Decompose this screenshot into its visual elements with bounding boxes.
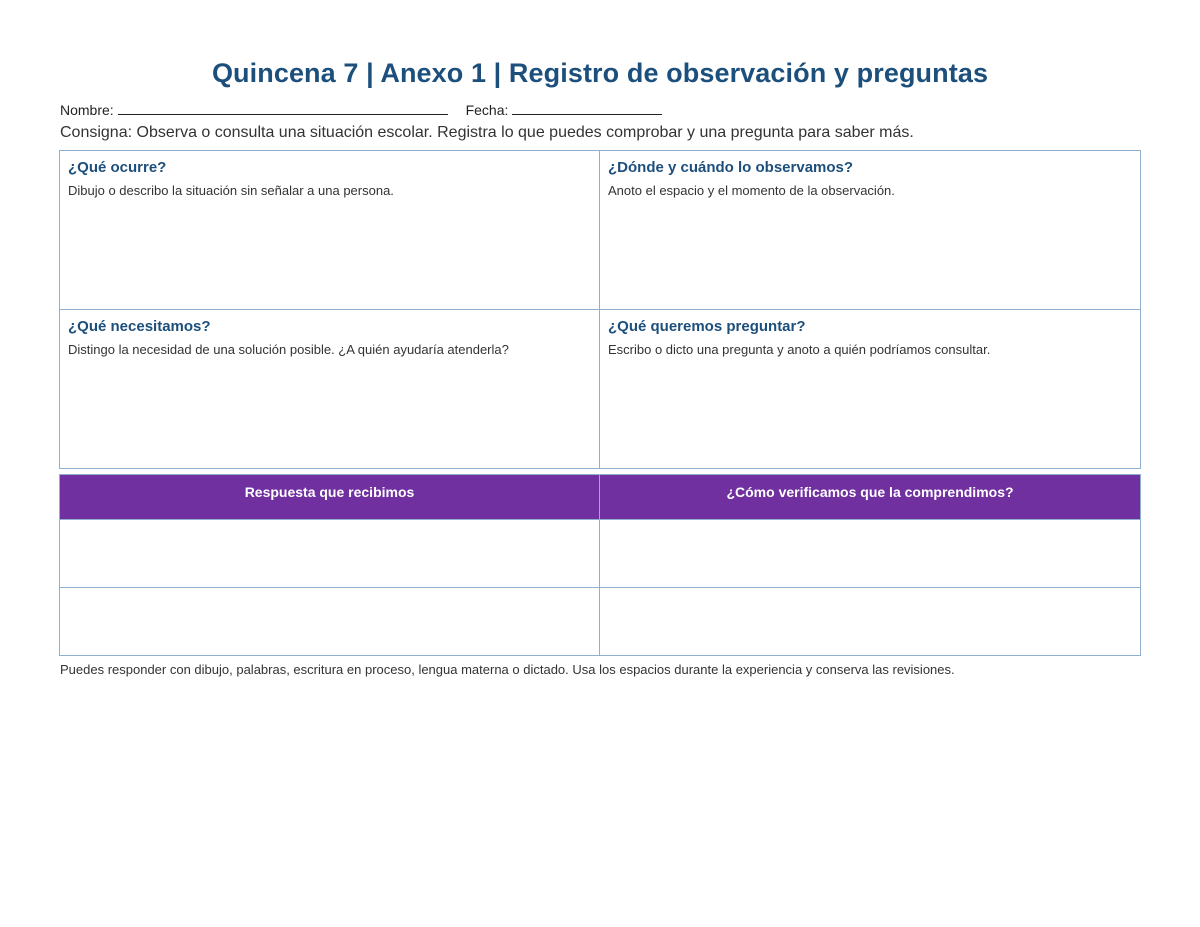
header-fields bbox=[60, 100, 662, 118]
date-field[interactable] bbox=[512, 100, 662, 115]
box-what-we-need[interactable] bbox=[60, 310, 600, 469]
observation-grid bbox=[59, 150, 1141, 469]
table-header-verification: ¿Cómo verificamos que la comprendimos? bbox=[600, 475, 1140, 520]
table-cell[interactable] bbox=[600, 520, 1140, 588]
footer-note: Puedes responder con dibujo, palabras, escritura en proceso, lengua materna o dictado. Usa los espacios durante la experiencia y conserva las revisiones. bbox=[60, 662, 955, 677]
table-cell[interactable] bbox=[600, 588, 1140, 656]
box-title: ¿Dónde y cuándo lo observamos? bbox=[608, 159, 854, 176]
box-what-to-ask[interactable] bbox=[600, 310, 1140, 469]
date-label: Fecha: bbox=[465, 102, 509, 118]
box-description: Dibujo o describo la situación sin señalar a una persona. bbox=[68, 183, 394, 198]
table-header-response: Respuesta que recibimos bbox=[60, 475, 600, 520]
box-title: ¿Qué queremos preguntar? bbox=[608, 317, 806, 335]
box-title: ¿Qué necesitamos? bbox=[68, 317, 211, 335]
table-cell[interactable] bbox=[60, 588, 600, 656]
name-field[interactable] bbox=[118, 100, 448, 115]
box-what-happens[interactable] bbox=[60, 151, 600, 310]
table-cell[interactable] bbox=[60, 520, 600, 588]
instruction: Consigna: Observa o consulta una situación escolar. Registra lo que puedes comprobar y una pregunta para saber más. bbox=[60, 124, 914, 141]
name-label: Nombre: bbox=[60, 102, 114, 118]
response-table bbox=[59, 474, 1141, 656]
box-where-when[interactable] bbox=[600, 151, 1140, 310]
page-title: Quincena 7 | Anexo 1 | Registro de observación y preguntas bbox=[211, 58, 989, 88]
box-description: Distingo la necesidad de una solución posible. ¿A quién ayudaría atenderla? bbox=[68, 341, 509, 357]
box-title: ¿Qué ocurre? bbox=[68, 159, 167, 176]
box-description: Escribo o dicto una pregunta y anoto a quién podríamos consultar. bbox=[608, 341, 991, 357]
box-description: Anoto el espacio y el momento de la observación. bbox=[608, 183, 895, 198]
